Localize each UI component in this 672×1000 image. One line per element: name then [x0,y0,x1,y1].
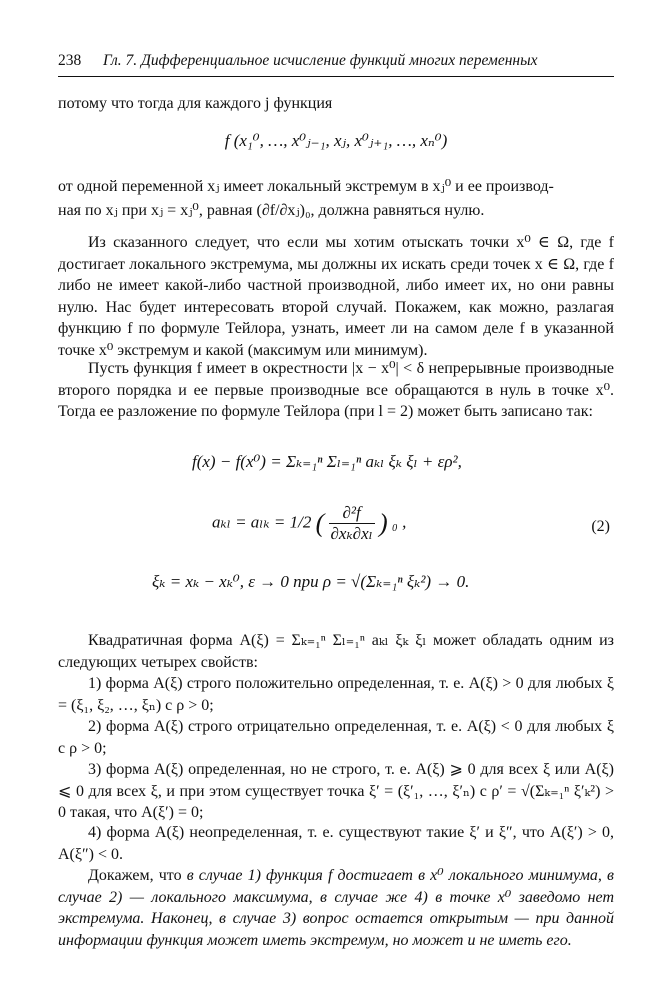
paren-close: ) [378,508,388,538]
property-1: 1) форма A(ξ) строго положительно определенная, т. е. A(ξ) > 0 для любых ξ = (ξ₁, ξ₂, …, ξₙ) с ρ > 0; [58,675,614,714]
equation-coefficients [212,503,406,544]
equation-xi-definition: ξₖ = xₖ − xₖ⁰, ε → 0 при ρ = √(Σₖ₌₁ⁿ ξₖ²) → 0. [152,572,470,591]
fraction-numerator: ∂²f [329,503,375,524]
paren-open: ( [315,508,325,538]
running-header [58,52,614,76]
conclusion-lead: Докажем, что [88,867,187,884]
paragraph-taylor: Пусть функция f имеет в окрестности |x − x⁰| < δ непрерывные производные второго порядка и ее первые производные все обращаются в нуль в точке x⁰. Тогда ее разложение по формуле Тейлора (при l = 2) может быть записано так: [58,360,614,421]
partial-derivative-fraction [329,503,375,544]
paragraph-conclusion [58,865,614,951]
header-rule [58,76,614,77]
paragraph-extremum-line1: от одной переменной xⱼ имеет локальный экстремум в xⱼ⁰ и ее производ- [58,178,554,195]
paragraph-quadratic-form: Квадратичная форма A(ξ) = Σₖ₌₁ⁿ Σₗ₌₁ⁿ aₖₗ ξₖ ξₗ может обладать одним из следующих четырех свойств: [58,632,614,671]
property-3: 3) форма A(ξ) определенная, но не строго, т. е. A(ξ) ⩾ 0 для всех ξ или A(ξ) ⩽ 0 для всех ξ, и при этом существует точка ξ′ = (ξ′₁, …, ξ′ₙ) с ρ′ = √(Σₖ₌₁ⁿ ξ′ₖ²) > 0 такая, что A(ξ′) = 0; [58,761,614,822]
paragraph-extremum-line2: ная по xⱼ при xⱼ = xⱼ⁰, равная (∂f/∂xⱼ)₀, должна равняться нулю. [58,202,485,219]
coeff-rhs: ₀ , [391,512,407,532]
coeff-half: 1/2 [289,512,312,532]
paragraph-search-points: Из сказанного следует, что если мы хотим отыскать точки x⁰ ∈ Ω, где f достигает локального экстремума, мы должны их искать среди точек x ∈ Ω, где f либо не имеет какой-либо частной производной, либо имеет их, но они равны нулю. Нас будет интересовать второй случай. Покажем, как можно, разлагая функцию f по формуле Тейлора, узнать, имеет ли на самом деле f в указанной точке x⁰ экстремум и какой (максимум или минимум). [58,234,614,359]
property-4: 4) форма A(ξ) неопределенная, т. е. существуют такие ξ′ и ξ″, что A(ξ′) > 0, A(ξ″) < 0. [58,824,614,863]
equation-taylor-expansion: f(x) − f(x⁰) = Σₖ₌₁ⁿ Σₗ₌₁ⁿ aₖₗ ξₖ ξₗ + ερ², [192,452,462,471]
property-2: 2) форма A(ξ) строго отрицательно определенная, т. е. A(ξ) < 0 для любых ξ с ρ > 0; [58,718,614,757]
intro-line: потому что тогда для каждого j функция [58,95,333,112]
page-number: 238 [58,52,82,69]
equation-number: (2) [591,518,610,535]
chapter-title: Гл. 7. Дифференциальное исчисление функций многих переменных [103,52,538,69]
equation-function: f (x₁⁰, …, x⁰ⱼ₋₁, xⱼ, x⁰ⱼ₊₁, …, xₙ⁰) [224,131,448,150]
conclusion-italic: в случае 1) функция f достигает в x⁰ локального минимума, в случае 2) — локального максимума, в случае же 4) в точке x⁰ заведомо нет экстремума. Наконец, в случае 3) вопрос остается открытым — при данной информации функция может иметь экстремум, но может и не иметь его. [58,867,614,949]
coeff-lhs: aₖₗ = aₗₖ = [212,512,290,532]
fraction-denominator: ∂xₖ∂xₗ [330,524,373,543]
